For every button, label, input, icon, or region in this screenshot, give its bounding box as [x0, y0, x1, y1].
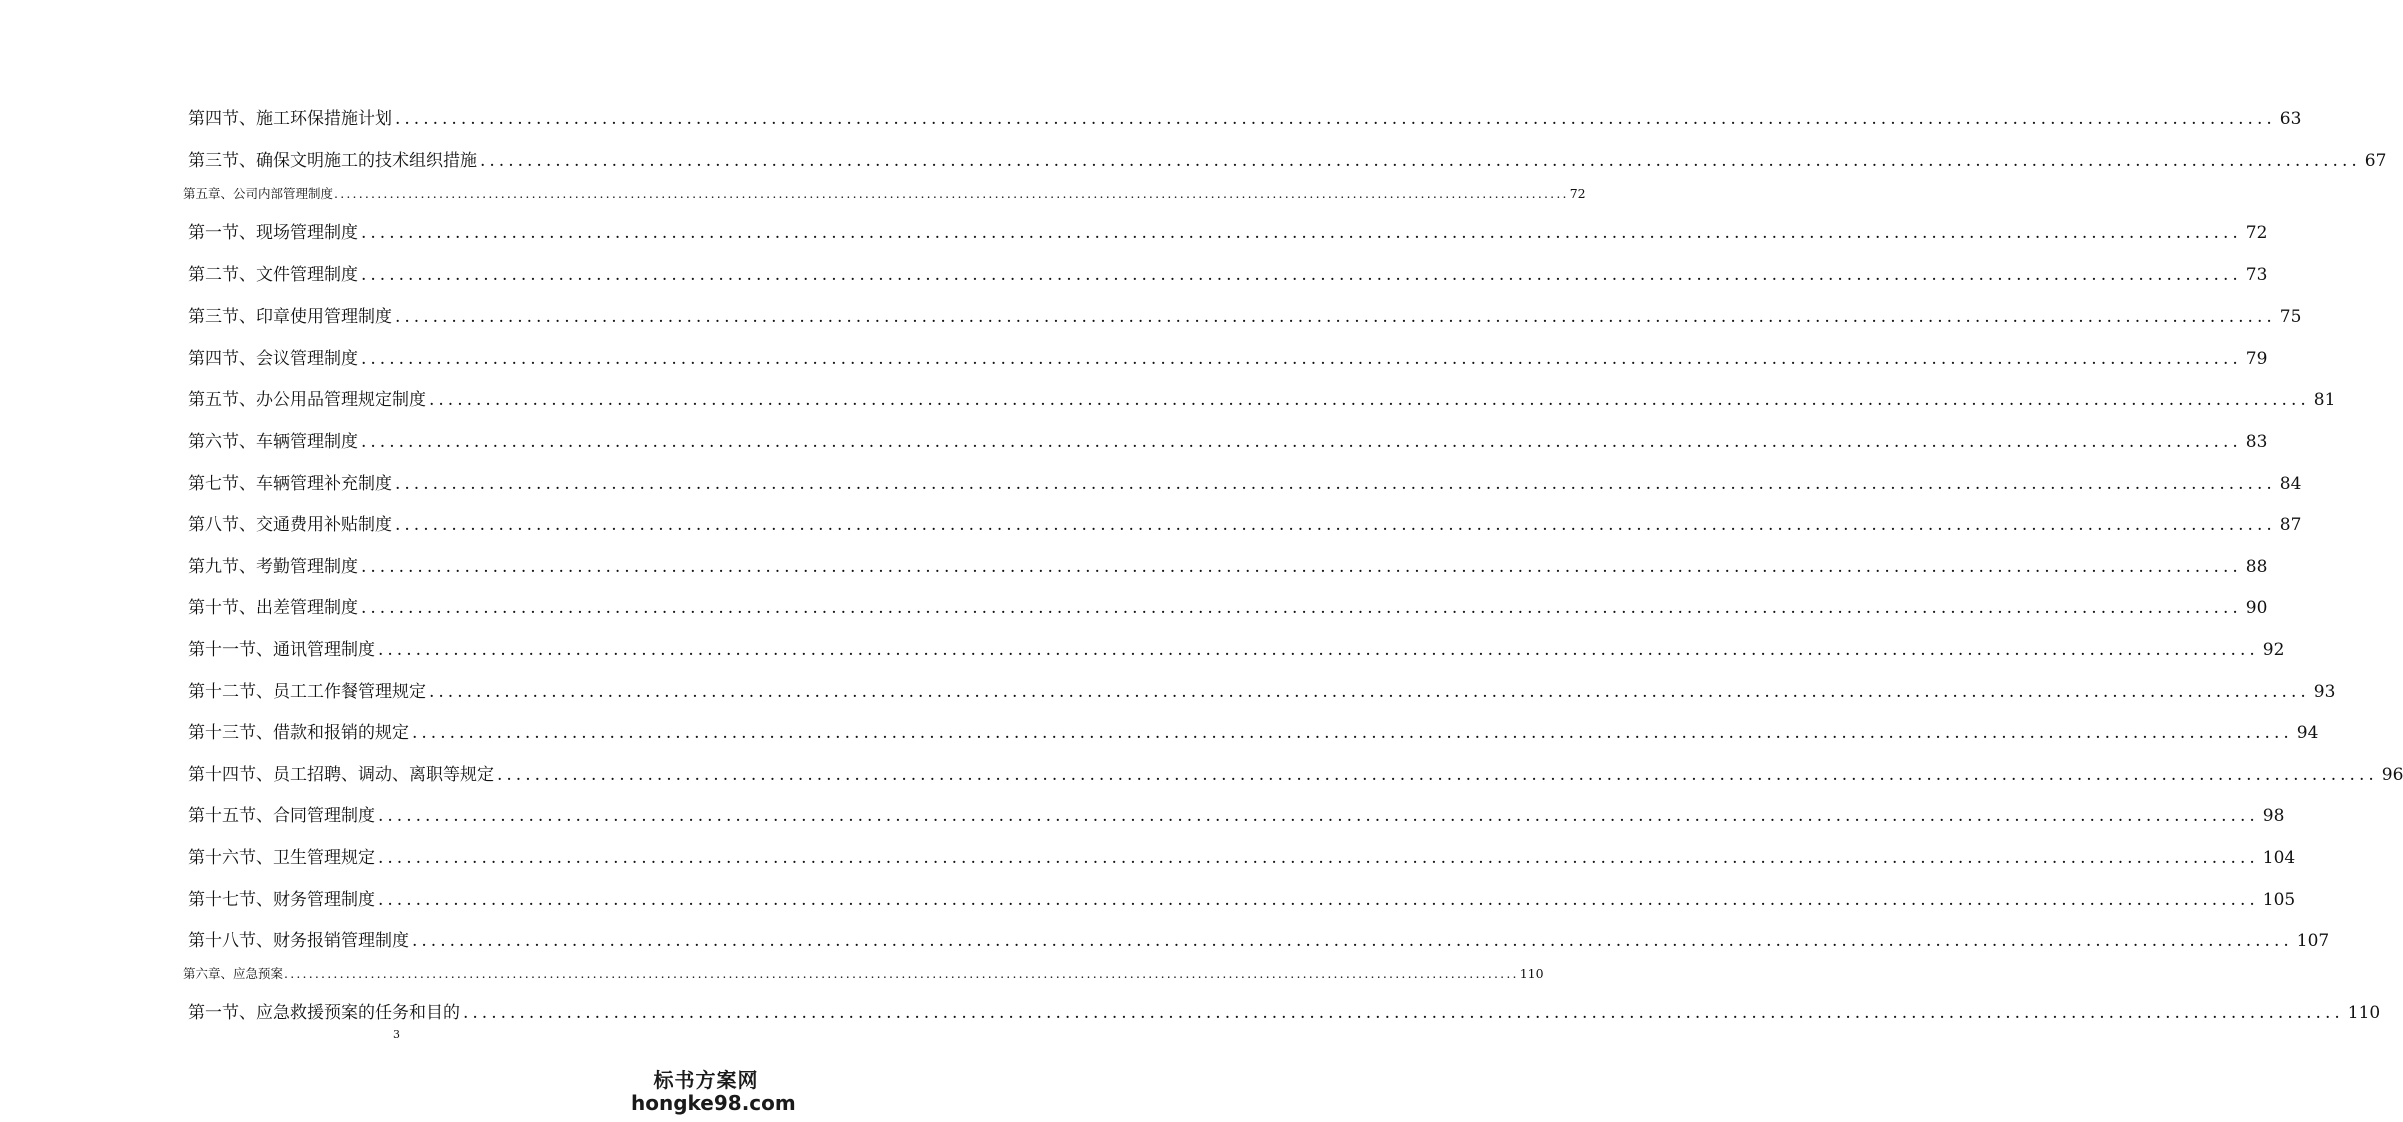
- dot-leader: ........................................................................................................................................................................................................: [395, 474, 2276, 494]
- toc-entry-title: 第五章、公司内部管理制度: [183, 186, 334, 201]
- toc-entry-title: 第十三节、借款和报销的规定: [188, 723, 409, 743]
- page-number: 3: [393, 1028, 400, 1041]
- watermark-cn: 标书方案网: [653, 1068, 759, 1092]
- dot-leader: ........................................................................................................................................................................................................: [395, 515, 2276, 535]
- toc-entry-page: 73: [2245, 265, 2268, 285]
- dot-leader: ........................................................................................................................................................................................................: [429, 390, 2310, 410]
- dot-leader: ........................................................................................................................................................................................................: [378, 640, 2259, 660]
- toc-entry[interactable]: [188, 926, 2330, 952]
- dot-leader: ........................................................................................................................................................................................................: [361, 432, 2242, 452]
- toc-entry-title: 第二节、文件管理制度: [188, 265, 358, 285]
- toc-entry[interactable]: [188, 510, 2302, 536]
- toc-entry-page: 83: [2245, 432, 2268, 452]
- toc-entry-page: 90: [2245, 598, 2268, 618]
- toc-entry[interactable]: [188, 718, 2319, 744]
- toc-entry-title: 第八节、交通费用补贴制度: [188, 515, 392, 535]
- toc-entry[interactable]: [188, 843, 2296, 869]
- toc-entry-page: 88: [2245, 557, 2268, 577]
- toc-entry-title: 第七节、车辆管理补充制度: [188, 474, 392, 494]
- toc-entry[interactable]: [188, 998, 2381, 1024]
- toc-entry-page: 110: [2347, 1003, 2381, 1023]
- toc-entry-page: 67: [2364, 151, 2387, 171]
- toc-entry-page: 63: [2279, 109, 2302, 129]
- dot-leader: ........................................................................................................................................................................................................: [284, 966, 1519, 981]
- toc-entry[interactable]: [188, 427, 2268, 453]
- toc-entry[interactable]: [188, 260, 2268, 286]
- toc-entry-title: 第四节、会议管理制度: [188, 349, 358, 369]
- dot-leader: ........................................................................................................................................................................................................: [429, 682, 2310, 702]
- toc-entry-title: 第十二节、员工工作餐管理规定: [188, 682, 426, 702]
- toc-entry[interactable]: [188, 104, 2302, 130]
- toc-entry-title: 第十四节、员工招聘、调动、离职等规定: [188, 765, 494, 785]
- toc-entry-title: 第十一节、通讯管理制度: [188, 640, 375, 660]
- toc-entry[interactable]: [188, 635, 2285, 661]
- toc-entry-page: 87: [2279, 515, 2302, 535]
- dot-leader: ........................................................................................................................................................................................................: [361, 557, 2242, 577]
- toc-entry-page: 98: [2262, 806, 2285, 826]
- toc-entry-title: 第十七节、财务管理制度: [188, 890, 375, 910]
- toc-entry[interactable]: [188, 760, 2403, 786]
- toc-entry-page: 72: [2245, 223, 2268, 243]
- dot-leader: ........................................................................................................................................................................................................: [395, 307, 2276, 327]
- toc-entry-page: 79: [2245, 349, 2268, 369]
- toc-entry[interactable]: [188, 385, 2336, 411]
- toc-entry[interactable]: [188, 593, 2268, 619]
- toc-entry-page: 96: [2381, 765, 2403, 785]
- toc-entry-title: 第六节、车辆管理制度: [188, 432, 358, 452]
- toc-entry-page: 81: [2313, 390, 2336, 410]
- dot-leader: ........................................................................................................................................................................................................: [412, 723, 2293, 743]
- toc-entry-title: 第十五节、合同管理制度: [188, 806, 375, 826]
- toc-entry-title: 第五节、办公用品管理规定制度: [188, 390, 426, 410]
- toc-entry-page: 75: [2279, 307, 2302, 327]
- toc-entry-title: 第四节、施工环保措施计划: [188, 109, 392, 129]
- toc-entry[interactable]: [188, 801, 2285, 827]
- dot-leader: ........................................................................................................................................................................................................: [361, 265, 2242, 285]
- toc-entry-page: 84: [2279, 474, 2302, 494]
- toc-entry-title: 第六章、应急预案: [183, 966, 284, 981]
- toc-entry-title: 第一节、应急救援预案的任务和目的: [188, 1003, 460, 1023]
- dot-leader: ........................................................................................................................................................................................................: [361, 223, 2242, 243]
- toc-entry-title: 第一节、现场管理制度: [188, 223, 358, 243]
- toc-entry-title: 第三节、确保文明施工的技术组织措施: [188, 151, 477, 171]
- dot-leader: ........................................................................................................................................................................................................: [395, 109, 2276, 129]
- toc-entry-page: 92: [2262, 640, 2285, 660]
- toc-entry-title: 第十六节、卫生管理规定: [188, 848, 375, 868]
- toc-entry-page: 110: [1519, 966, 1544, 981]
- toc-entry-title: 第三节、印章使用管理制度: [188, 307, 392, 327]
- dot-leader: ........................................................................................................................................................................................................: [334, 186, 1569, 201]
- toc-entry-title: 第十八节、财务报销管理制度: [188, 931, 409, 951]
- toc-entry-title: 第十节、出差管理制度: [188, 598, 358, 618]
- toc-entry[interactable]: [188, 469, 2302, 495]
- dot-leader: ........................................................................................................................................................................................................: [361, 598, 2242, 618]
- toc-entry-page: 105: [2262, 890, 2296, 910]
- dot-leader: ........................................................................................................................................................................................................: [463, 1003, 2344, 1023]
- dot-leader: ........................................................................................................................................................................................................: [378, 806, 2259, 826]
- toc-entry-page: 104: [2262, 848, 2296, 868]
- toc-entry-page: 93: [2313, 682, 2336, 702]
- toc-entry-page: 94: [2296, 723, 2319, 743]
- dot-leader: ........................................................................................................................................................................................................: [412, 931, 2293, 951]
- toc-entry-title: 第九节、考勤管理制度: [188, 557, 358, 577]
- toc-entry[interactable]: [188, 302, 2302, 328]
- dot-leader: ........................................................................................................................................................................................................: [480, 151, 2361, 171]
- toc-entry[interactable]: [188, 218, 2268, 244]
- dot-leader: ........................................................................................................................................................................................................: [378, 890, 2259, 910]
- toc-entry[interactable]: [188, 146, 2387, 172]
- toc-entry[interactable]: [188, 885, 2296, 911]
- dot-leader: ........................................................................................................................................................................................................: [361, 349, 2242, 369]
- dot-leader: ........................................................................................................................................................................................................: [378, 848, 2259, 868]
- toc-chapter-entry[interactable]: [183, 184, 1586, 202]
- toc-entry-page: 107: [2296, 931, 2330, 951]
- toc-entry[interactable]: [188, 552, 2268, 578]
- toc-entry-page: 72: [1569, 186, 1586, 201]
- toc-chapter-entry[interactable]: [183, 964, 1544, 982]
- watermark-url: hongke98.com: [631, 1091, 796, 1115]
- dot-leader: ........................................................................................................................................................................................................: [497, 765, 2378, 785]
- watermark: [631, 1064, 796, 1115]
- toc-entry[interactable]: [188, 677, 2336, 703]
- toc-entry[interactable]: [188, 344, 2268, 370]
